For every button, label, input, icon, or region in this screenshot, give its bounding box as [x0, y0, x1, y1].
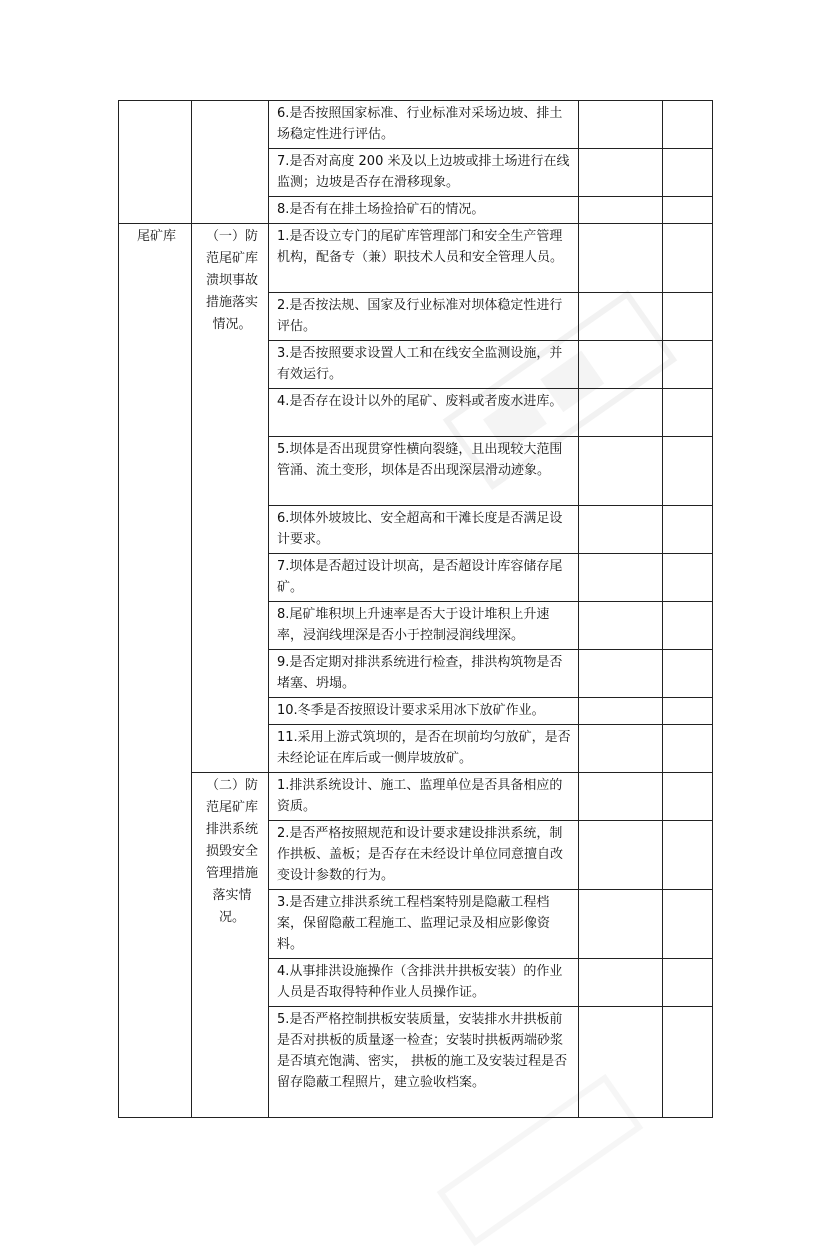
check-item: 4.从事排洪设施操作（含排洪井拱板安装）的作业人员是否取得特种作业人员操作证。	[269, 959, 579, 1007]
remark-cell[interactable]	[663, 224, 713, 293]
result-cell[interactable]	[579, 197, 663, 224]
subcategory-cell-empty	[192, 101, 269, 224]
remark-cell[interactable]	[663, 149, 713, 197]
check-item: 8.尾矿堆积坝上升速率是否大于设计堆积上升速率，浸润线埋深是否小于控制浸润线埋深。	[269, 602, 579, 650]
result-cell[interactable]	[579, 650, 663, 698]
remark-cell[interactable]	[663, 101, 713, 149]
check-item: 2.是否按法规、国家及行业标准对坝体稳定性进行评估。	[269, 293, 579, 341]
result-cell[interactable]	[579, 389, 663, 437]
check-item: 9.是否定期对排洪系统进行检查，排洪构筑物是否堵塞、坍塌。	[269, 650, 579, 698]
subcategory-cell	[192, 224, 269, 773]
result-cell[interactable]	[579, 506, 663, 554]
remark-cell[interactable]	[663, 773, 713, 821]
result-cell[interactable]	[579, 773, 663, 821]
result-cell[interactable]	[579, 437, 663, 506]
subcategory-title: （一）防范尾矿库溃坝事故措施落实情况。	[205, 229, 258, 332]
check-item: 7.是否对高度 200 米及以上边坡或排土场进行在线监测；边坡是否存在滑移现象。	[269, 149, 579, 197]
check-item: 2.是否严格按照规范和设计要求建设排洪系统，制作拱板、盖板；是否存在未经设计单位同意擅自改变设计参数的行为。	[269, 821, 579, 890]
remark-cell[interactable]	[663, 437, 713, 506]
checklist-table	[118, 100, 713, 1118]
check-item: 4.是否存在设计以外的尾矿、废料或者废水进库。	[269, 389, 579, 437]
remark-cell[interactable]	[663, 389, 713, 437]
remark-cell[interactable]	[663, 506, 713, 554]
table-row	[119, 101, 713, 149]
remark-cell[interactable]	[663, 293, 713, 341]
result-cell[interactable]	[579, 959, 663, 1007]
check-item: 1.是否设立专门的尾矿库管理部门和安全生产管理机构，配备专（兼）职技术人员和安全管理人员。	[269, 224, 579, 293]
check-item: 6.是否按照国家标准、行业标准对采场边坡、排土场稳定性进行评估。	[269, 101, 579, 149]
check-item: 5.坝体是否出现贯穿性横向裂缝，且出现较大范围管涌、流土变形，坝体是否出现深层滑动迹象。	[269, 437, 579, 506]
check-item: 3.是否按照要求设置人工和在线安全监测设施，并有效运行。	[269, 341, 579, 389]
remark-cell[interactable]	[663, 602, 713, 650]
check-item: 7.坝体是否超过设计坝高，是否超设计库容储存尾矿。	[269, 554, 579, 602]
check-item: 11.采用上游式筑坝的，是否在坝前均匀放矿，是否未经论证在库后或一侧岸坡放矿。	[269, 725, 579, 773]
check-item: 6.坝体外坡坡比、安全超高和干滩长度是否满足设计要求。	[269, 506, 579, 554]
result-cell[interactable]	[579, 821, 663, 890]
check-item: 10.冬季是否按照设计要求采用冰下放矿作业。	[269, 698, 579, 725]
table-row	[119, 224, 713, 293]
result-cell[interactable]	[579, 725, 663, 773]
result-cell[interactable]	[579, 293, 663, 341]
remark-cell[interactable]	[663, 554, 713, 602]
remark-cell[interactable]	[663, 1007, 713, 1118]
category-cell-empty	[119, 101, 192, 224]
subcategory-title: （二）防范尾矿库排洪系统损毁安全管理措施落实情况。	[205, 778, 258, 925]
remark-cell[interactable]	[663, 821, 713, 890]
category-cell: 尾矿库	[119, 224, 192, 1118]
check-item: 5.是否严格控制拱板安装质量，安装排水井拱板前是否对拱板的质量逐一检查；安装时拱板两端砂浆是否填充饱满、密实， 拱板的施工及安装过程是否留存隐蔽工程照片，建立验收档案。	[269, 1007, 579, 1118]
remark-cell[interactable]	[663, 650, 713, 698]
remark-cell[interactable]	[663, 341, 713, 389]
subcategory-cell	[192, 773, 269, 1118]
check-item: 1.排洪系统设计、施工、监理单位是否具备相应的资质。	[269, 773, 579, 821]
check-item: 8.是否有在排土场捡拾矿石的情况。	[269, 197, 579, 224]
result-cell[interactable]	[579, 149, 663, 197]
result-cell[interactable]	[579, 101, 663, 149]
result-cell[interactable]	[579, 602, 663, 650]
remark-cell[interactable]	[663, 890, 713, 959]
result-cell[interactable]	[579, 1007, 663, 1118]
result-cell[interactable]	[579, 341, 663, 389]
result-cell[interactable]	[579, 554, 663, 602]
result-cell[interactable]	[579, 698, 663, 725]
remark-cell[interactable]	[663, 197, 713, 224]
remark-cell[interactable]	[663, 959, 713, 1007]
table-row	[119, 773, 713, 821]
check-item: 3.是否建立排洪系统工程档案特别是隐蔽工程档案，保留隐蔽工程施工、监理记录及相应影像资料。	[269, 890, 579, 959]
remark-cell[interactable]	[663, 725, 713, 773]
result-cell[interactable]	[579, 890, 663, 959]
remark-cell[interactable]	[663, 698, 713, 725]
result-cell[interactable]	[579, 224, 663, 293]
